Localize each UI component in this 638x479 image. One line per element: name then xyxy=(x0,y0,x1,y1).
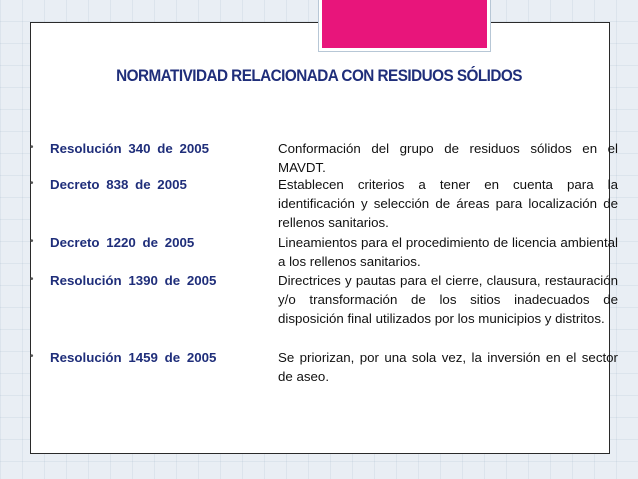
regulation-name: Resolución 1390 de 2005 xyxy=(50,273,217,288)
slide-title: NORMATIVIDAD RELACIONADA CON RESIDUOS SÓLIDOS xyxy=(116,66,522,85)
regulation-description: Establecen criterios a tener en cuenta para la identificación y selección de áreas para localización de rellenos sanitarios. xyxy=(278,177,618,230)
regulation-description: Directrices y pautas para el cierre, clausura, restauración y/o transformación de los sitios inadecuados de disposición final utilizados por los municipios y distritos. xyxy=(278,273,618,326)
bullet-icon: • xyxy=(30,274,34,285)
bullet-icon: • xyxy=(30,178,34,189)
regulation-description: Lineamientos para el procedimiento de licencia ambiental a los rellenos sanitarios. xyxy=(278,235,618,269)
bullet-icon: • xyxy=(30,236,34,247)
bullet-icon: • xyxy=(30,142,34,153)
regulation-description: Conformación del grupo de residuos sólidos en el MAVDT. xyxy=(278,141,618,175)
accent-bar xyxy=(319,0,490,51)
regulation-name: Decreto 838 de 2005 xyxy=(50,177,187,192)
regulation-name: Decreto 1220 de 2005 xyxy=(50,235,195,250)
bullet-icon: • xyxy=(30,351,34,362)
regulation-name: Resolución 340 de 2005 xyxy=(50,141,210,156)
regulation-name: Resolución 1459 de 2005 xyxy=(50,350,217,365)
regulation-description: Se priorizan, por una sola vez, la inversión en el sector de aseo. xyxy=(278,350,618,384)
